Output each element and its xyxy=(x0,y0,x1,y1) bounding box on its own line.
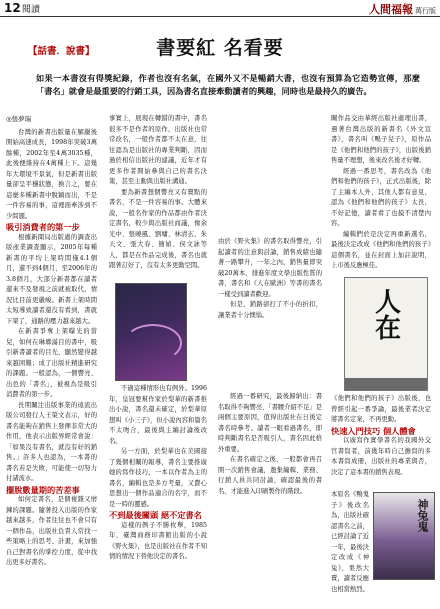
subheading: 吸引消費者的第一步 xyxy=(6,222,80,232)
cover-title: 神兔鬼 xyxy=(416,499,429,532)
article-column-5 xyxy=(331,394,431,489)
cover-calligraphy: 人 在 xyxy=(375,288,402,344)
page-number: 12 xyxy=(4,1,21,15)
subheading: 不到最後關頭 絕不定書名 xyxy=(109,510,202,520)
column-tag: 【話書．說書】 xyxy=(28,46,95,57)
paragraph: 在新書爭奪上架曝光的當兒，如何在琳瑯滿目的書中，吸引新書讀者的目光，顯然變得越來越困難；成了出版社精進研究的課題。一般認為，一個響亮、出色的「書名」，被視為是吸引消費者的第一步。 xyxy=(6,328,97,398)
lead-paragraph: 如果一本書沒有得獎紀錄，作者也沒有名氣，在國外又不是暢銷大書，也沒有預算為它造勢宣傳，那麼「書名」就會是最重要的行銷工具，因為書名直接牽動讀者的興趣，同時也是最持久的廣告。 xyxy=(36,73,420,96)
cover-band xyxy=(345,378,427,390)
article-column-1 xyxy=(6,114,97,606)
paragraph: 不過這種情形也有例外。1996年，皇冠要幫作家於梨華的新書推出小說，書名還未確定，於梨華原想叫《小三子》，但小說內容和篇名不太吻合，最後與主編討論後改名。 xyxy=(109,385,207,445)
paragraph: 根據新聞局出版處的調查出版產業調查顯示，2005年每種新書的平均上架時間僅4.1個月，還不到4個月，至2006年的3.8個月，大部分新書都在讀者還來不及發現之前就被取代，情況比目前更嚴峻。新書上架時間太短導致讀者還沒有看到，書就下架了，通路的壓力越來越大。 xyxy=(6,233,97,325)
paragraph: 要為新書想個響亮又有賣點的書名，不是一件容易的事。大體來說，一般名作家的作品都由作者決定書名，較少與出版社商議，像余光中、張曉風、劉墉、林清玄、朱天文、張大春、簡媜、侯文詠等人，都是在作品完成後，書名也就跟著訂好了，沒有太多更動空間。 xyxy=(109,188,207,269)
page-header xyxy=(0,0,440,16)
book-cover-image xyxy=(344,277,428,391)
paragraph: 《他們和他們的孩子》出版後，也曾經引起一番爭論，最後業者決定將書名定案，不再更動。 xyxy=(331,395,431,423)
cover-artwork xyxy=(124,324,182,362)
paragraph: 以廣寫作實學書名的我國外交官書寫者，前幾年時自己擔寫的多本書寫成冊，出版社的專業與否，決定了這本書的銷售表現。 xyxy=(331,437,431,476)
paragraph: 事實上，展現在轉錯的書中，書名很多不是作者的原作，出版社也常常改名，一般作者都不太在意，往往認為是出版社的專業判斷，因而過於相信出版社的建議，近年才有更多作者開始參與自己的書名決策，甚至主動與出版社溝通。 xyxy=(109,115,207,185)
article-column-2-bottom xyxy=(109,384,207,606)
book-cover-image xyxy=(115,283,187,381)
author-byline: ◎張夢瑞 xyxy=(6,115,32,123)
paragraph: 關作品交由華經出版社處理出書，遇著台灣出版的新書名《外文宣書》，書名叫《鴨子兒子》，原作品是《他們和他們的孩子》，出版後銷售量不理想，後來改名後才好轉。 xyxy=(331,115,431,164)
section-label: 閱讀 xyxy=(22,5,41,15)
header-rule xyxy=(0,16,440,17)
book-cover-image xyxy=(373,492,435,580)
article-column-6 xyxy=(331,490,369,606)
paragraph: 本原名《鴨鬼子》後改名為，出版社確認書名之前，已經討論了近一年，最後決定改成《神兔》，果然大賣，讀者反應也相當熱烈。 xyxy=(331,491,369,593)
paragraph: 長期關注出版事業的遠流出版公司發行人王榮文表示，好的書名能夠在銷售上發揮非常大的作用，他表示出版界經常會說：「如果沒有書名，就沒有好的銷售。」許多人也認為，一本書的書名若是失敗，可能使一切努力付諸流水。 xyxy=(6,401,97,482)
headline: 書要紅 名看要 xyxy=(156,37,284,59)
paragraph: 編輯們於是決定再重新選名，最後決定改成《他們和他們的孩子》這個書名，並在封面上加註說明，上市後反應極佳。 xyxy=(331,230,431,269)
paragraph: 經過一番研究，最後歸納出：書名取得不夠響亮、「書腰介紹不足」是兩個主要原因，值得出版社在日後定書名時參考。讀者一眼看過書名，即時判斷書名是否吸引人，書名因此格外重要。 xyxy=(218,393,322,453)
paragraph: 另一方面，於梨華也在美國接了幾個相關的報導，書名主要推廣她的寫作技巧，一本以作者為主的書名，編輯也是多方考量，又費心思想出一個作品適合的名字，而不是一時的靈感。 xyxy=(109,448,207,508)
paragraph: 在書名確定之後，一般都會再召開一次銷售會議，邀集編輯、業務、行銷人員共同討論，確認最後的書名，才能進入印刷製作的階段。 xyxy=(218,456,322,495)
paragraph: 這樣的例子不勝枚舉，1985年，臺灣商務印書館出版的小說《野火集》，也是出版社在作者不知情的情況下替他決定的書名。 xyxy=(109,521,207,560)
paragraph: 經過一番思考，書名改為《他們和他們的孩子》，正式出版後，除了主編本人外，其他人都有意見，認為《他們和他們的孩子》太長，不好記憶，讀者看了也摸不清楚內容。 xyxy=(331,167,431,227)
paragraph: 台灣的新書出版量在解嚴後開始高速成長，1998年突破3萬餘種，2002年至4萬3035種，此後便維持在4萬種上下。這幾年大環境不景氣，但是新書出版量卻呈平穩狀態，換言之，要在這麼多種新書中脫穎而出，不是一件容易的事，這裡面牽涉到不少問題。 xyxy=(6,128,97,220)
masthead-name: 人間福報 xyxy=(369,3,413,16)
article-column-4 xyxy=(331,114,431,272)
article-column-3 xyxy=(218,237,322,387)
subheading: 擺脫數量期的苦差事 xyxy=(6,484,80,495)
article-column-2-top xyxy=(109,114,207,280)
newspaper-masthead xyxy=(369,1,436,17)
subheading: 快速入門技巧 個人體會 xyxy=(331,425,416,436)
masthead-sub: 萬行版 xyxy=(415,7,436,15)
paragraph: 由於《野火集》的書名取得響亮，引起讀者的注意與討論，銷售成績也隨著一路攀升，一年之內，銷售量即突破20萬本，排進年度文學出版性質的書，書名和《人在歐洲》等書的書名一樣受到讀者歡迎。 xyxy=(218,238,322,298)
paragraph: 但是，銷路卻打了不小的折扣，讓業者十分懊惱。 xyxy=(218,301,322,319)
article-column-3-bottom xyxy=(218,392,322,606)
paragraph: 如何定書名，是個複雜又磨鍊的課題。隨著投入出版的作家越來越多，作者往往也不會只有一個作品，出版社負責人常找一些策略上的思考、計畫，來加強自己對書名的掌控力度，從中找出更多好書名。 xyxy=(6,496,97,566)
